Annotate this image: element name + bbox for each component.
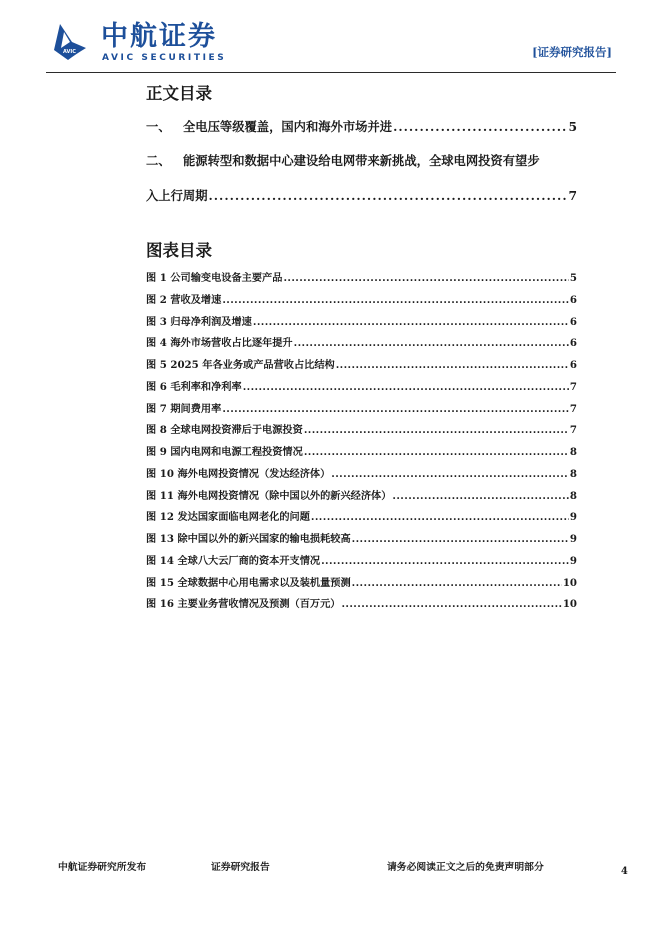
figure-toc-item[interactable] bbox=[146, 445, 577, 459]
toc-item-text-continued: 入上行周期 bbox=[146, 188, 208, 203]
figure-toc-item[interactable] bbox=[146, 423, 577, 437]
company-logo-text: 中航证券 bbox=[101, 21, 217, 52]
dot-leader bbox=[352, 532, 569, 546]
figure-toc-page: 7 bbox=[569, 380, 577, 393]
figure-toc-label: 图 16 主要业务营收情况及预测（百万元） bbox=[146, 598, 341, 611]
figure-toc-page: 10 bbox=[562, 576, 577, 589]
figure-toc-item[interactable] bbox=[146, 489, 577, 503]
report-type-tag: [证券研究报告] bbox=[532, 45, 612, 59]
logo-mark-text: AVIC bbox=[63, 49, 76, 55]
figure-toc-label: 图 1 公司输变电设备主要产品 bbox=[146, 272, 283, 284]
dot-leader bbox=[222, 402, 569, 416]
toc-item-number: 一、 bbox=[146, 119, 171, 134]
figure-toc-page: 6 bbox=[569, 359, 577, 371]
figure-toc-item[interactable] bbox=[146, 315, 577, 329]
dot-leader bbox=[336, 358, 569, 372]
figures-toc-title: 图表目录 bbox=[146, 241, 212, 260]
figure-toc-label: 图 14 全球八大云厂商的资本开支情况 bbox=[146, 554, 321, 567]
figure-toc-label: 图 9 国内电网和电源工程投资情况 bbox=[146, 446, 303, 458]
toc-item[interactable] bbox=[146, 153, 577, 169]
toc-item-continuation[interactable] bbox=[146, 188, 577, 204]
toc-item-page: 7 bbox=[568, 188, 577, 203]
header-divider bbox=[46, 72, 616, 73]
toc-title: 正文目录 bbox=[146, 84, 212, 103]
figure-toc-item[interactable] bbox=[146, 271, 577, 285]
figure-toc-item[interactable] bbox=[146, 576, 577, 590]
figure-toc-label: 图 10 海外电网投资情况（发达经济体） bbox=[146, 467, 331, 480]
toc-item-text: 能源转型和数据中心建设给电网带来新挑战，全球电网投资有望步 bbox=[183, 153, 540, 168]
dot-leader bbox=[321, 554, 569, 568]
dot-leader bbox=[253, 315, 569, 329]
figure-toc-page: 8 bbox=[569, 467, 577, 480]
dot-leader bbox=[341, 597, 561, 611]
figure-toc-label: 图 11 海外电网投资情况（除中国以外的新兴经济体） bbox=[146, 489, 392, 502]
figure-toc-item[interactable] bbox=[146, 532, 577, 546]
figure-toc-page: 8 bbox=[569, 489, 577, 502]
figure-toc-label: 图 4 海外市场营收占比逐年提升 bbox=[146, 337, 293, 350]
figure-toc-label: 图 3 归母净利润及增速 bbox=[146, 315, 252, 328]
figure-toc-page: 7 bbox=[569, 402, 577, 415]
dot-leader bbox=[392, 489, 569, 503]
page-number: 4 bbox=[621, 866, 628, 877]
figure-toc-label: 图 15 全球数据中心用电需求以及装机量预测 bbox=[146, 576, 351, 589]
figure-toc-page: 6 bbox=[569, 337, 577, 350]
dot-leader bbox=[304, 445, 569, 459]
figure-toc-page: 6 bbox=[569, 293, 577, 306]
figure-toc-item[interactable] bbox=[146, 358, 577, 372]
figure-toc-label: 图 13 除中国以外的新兴国家的输电损耗较高 bbox=[146, 533, 351, 545]
dot-leader bbox=[393, 119, 567, 135]
figure-toc-label: 图 6 毛利率和净利率 bbox=[146, 380, 242, 393]
dot-leader bbox=[304, 423, 569, 437]
figure-toc-label: 图 2 营收及增速 bbox=[146, 293, 222, 306]
figure-toc-item[interactable] bbox=[146, 402, 577, 416]
toc-item-number: 二、 bbox=[146, 153, 171, 168]
dot-leader bbox=[209, 188, 568, 204]
company-logo-subtitle: AVIC SECURITIES bbox=[102, 53, 227, 63]
figure-toc-page: 9 bbox=[569, 533, 577, 545]
figure-toc-page: 8 bbox=[569, 446, 577, 458]
figure-toc-label: 图 5 2025 年各业务或产品营收占比结构 bbox=[146, 359, 335, 371]
figure-toc-item[interactable] bbox=[146, 597, 577, 611]
dot-leader bbox=[311, 510, 569, 524]
figure-toc-page: 6 bbox=[569, 315, 577, 328]
dot-leader bbox=[243, 380, 569, 394]
dot-leader bbox=[294, 336, 569, 350]
figure-toc-label: 图 7 期间费用率 bbox=[146, 402, 222, 415]
figure-toc-item[interactable] bbox=[146, 467, 577, 481]
figure-toc-page: 9 bbox=[569, 554, 577, 567]
footer-disclaimer-note: 请务必阅读正文之后的免责声明部分 bbox=[387, 862, 544, 873]
figure-toc-page: 9 bbox=[569, 511, 577, 524]
figure-toc-label: 图 8 全球电网投资滞后于电源投资 bbox=[146, 424, 303, 437]
figure-toc-item[interactable] bbox=[146, 510, 577, 524]
figure-toc-item[interactable] bbox=[146, 293, 577, 307]
figure-toc-item[interactable] bbox=[146, 380, 577, 394]
dot-leader bbox=[331, 467, 569, 481]
footer-report-type: 证券研究报告 bbox=[211, 862, 270, 873]
dot-leader bbox=[352, 576, 562, 590]
figure-toc-item[interactable] bbox=[146, 336, 577, 350]
figure-toc-label: 图 12 发达国家面临电网老化的问题 bbox=[146, 511, 310, 524]
figure-toc-page: 5 bbox=[569, 272, 577, 284]
toc-item[interactable] bbox=[146, 119, 577, 135]
toc-item-text: 全电压等级覆盖，国内和海外市场并进 bbox=[183, 119, 393, 134]
dot-leader bbox=[283, 271, 568, 285]
avic-logo-icon bbox=[52, 20, 90, 62]
figure-toc-item[interactable] bbox=[146, 554, 577, 568]
figure-toc-page: 10 bbox=[562, 598, 577, 611]
dot-leader bbox=[222, 293, 569, 307]
figure-toc-page: 7 bbox=[569, 424, 577, 437]
toc-item-page: 5 bbox=[568, 119, 577, 134]
footer-publisher: 中航证券研究所发布 bbox=[58, 862, 147, 873]
